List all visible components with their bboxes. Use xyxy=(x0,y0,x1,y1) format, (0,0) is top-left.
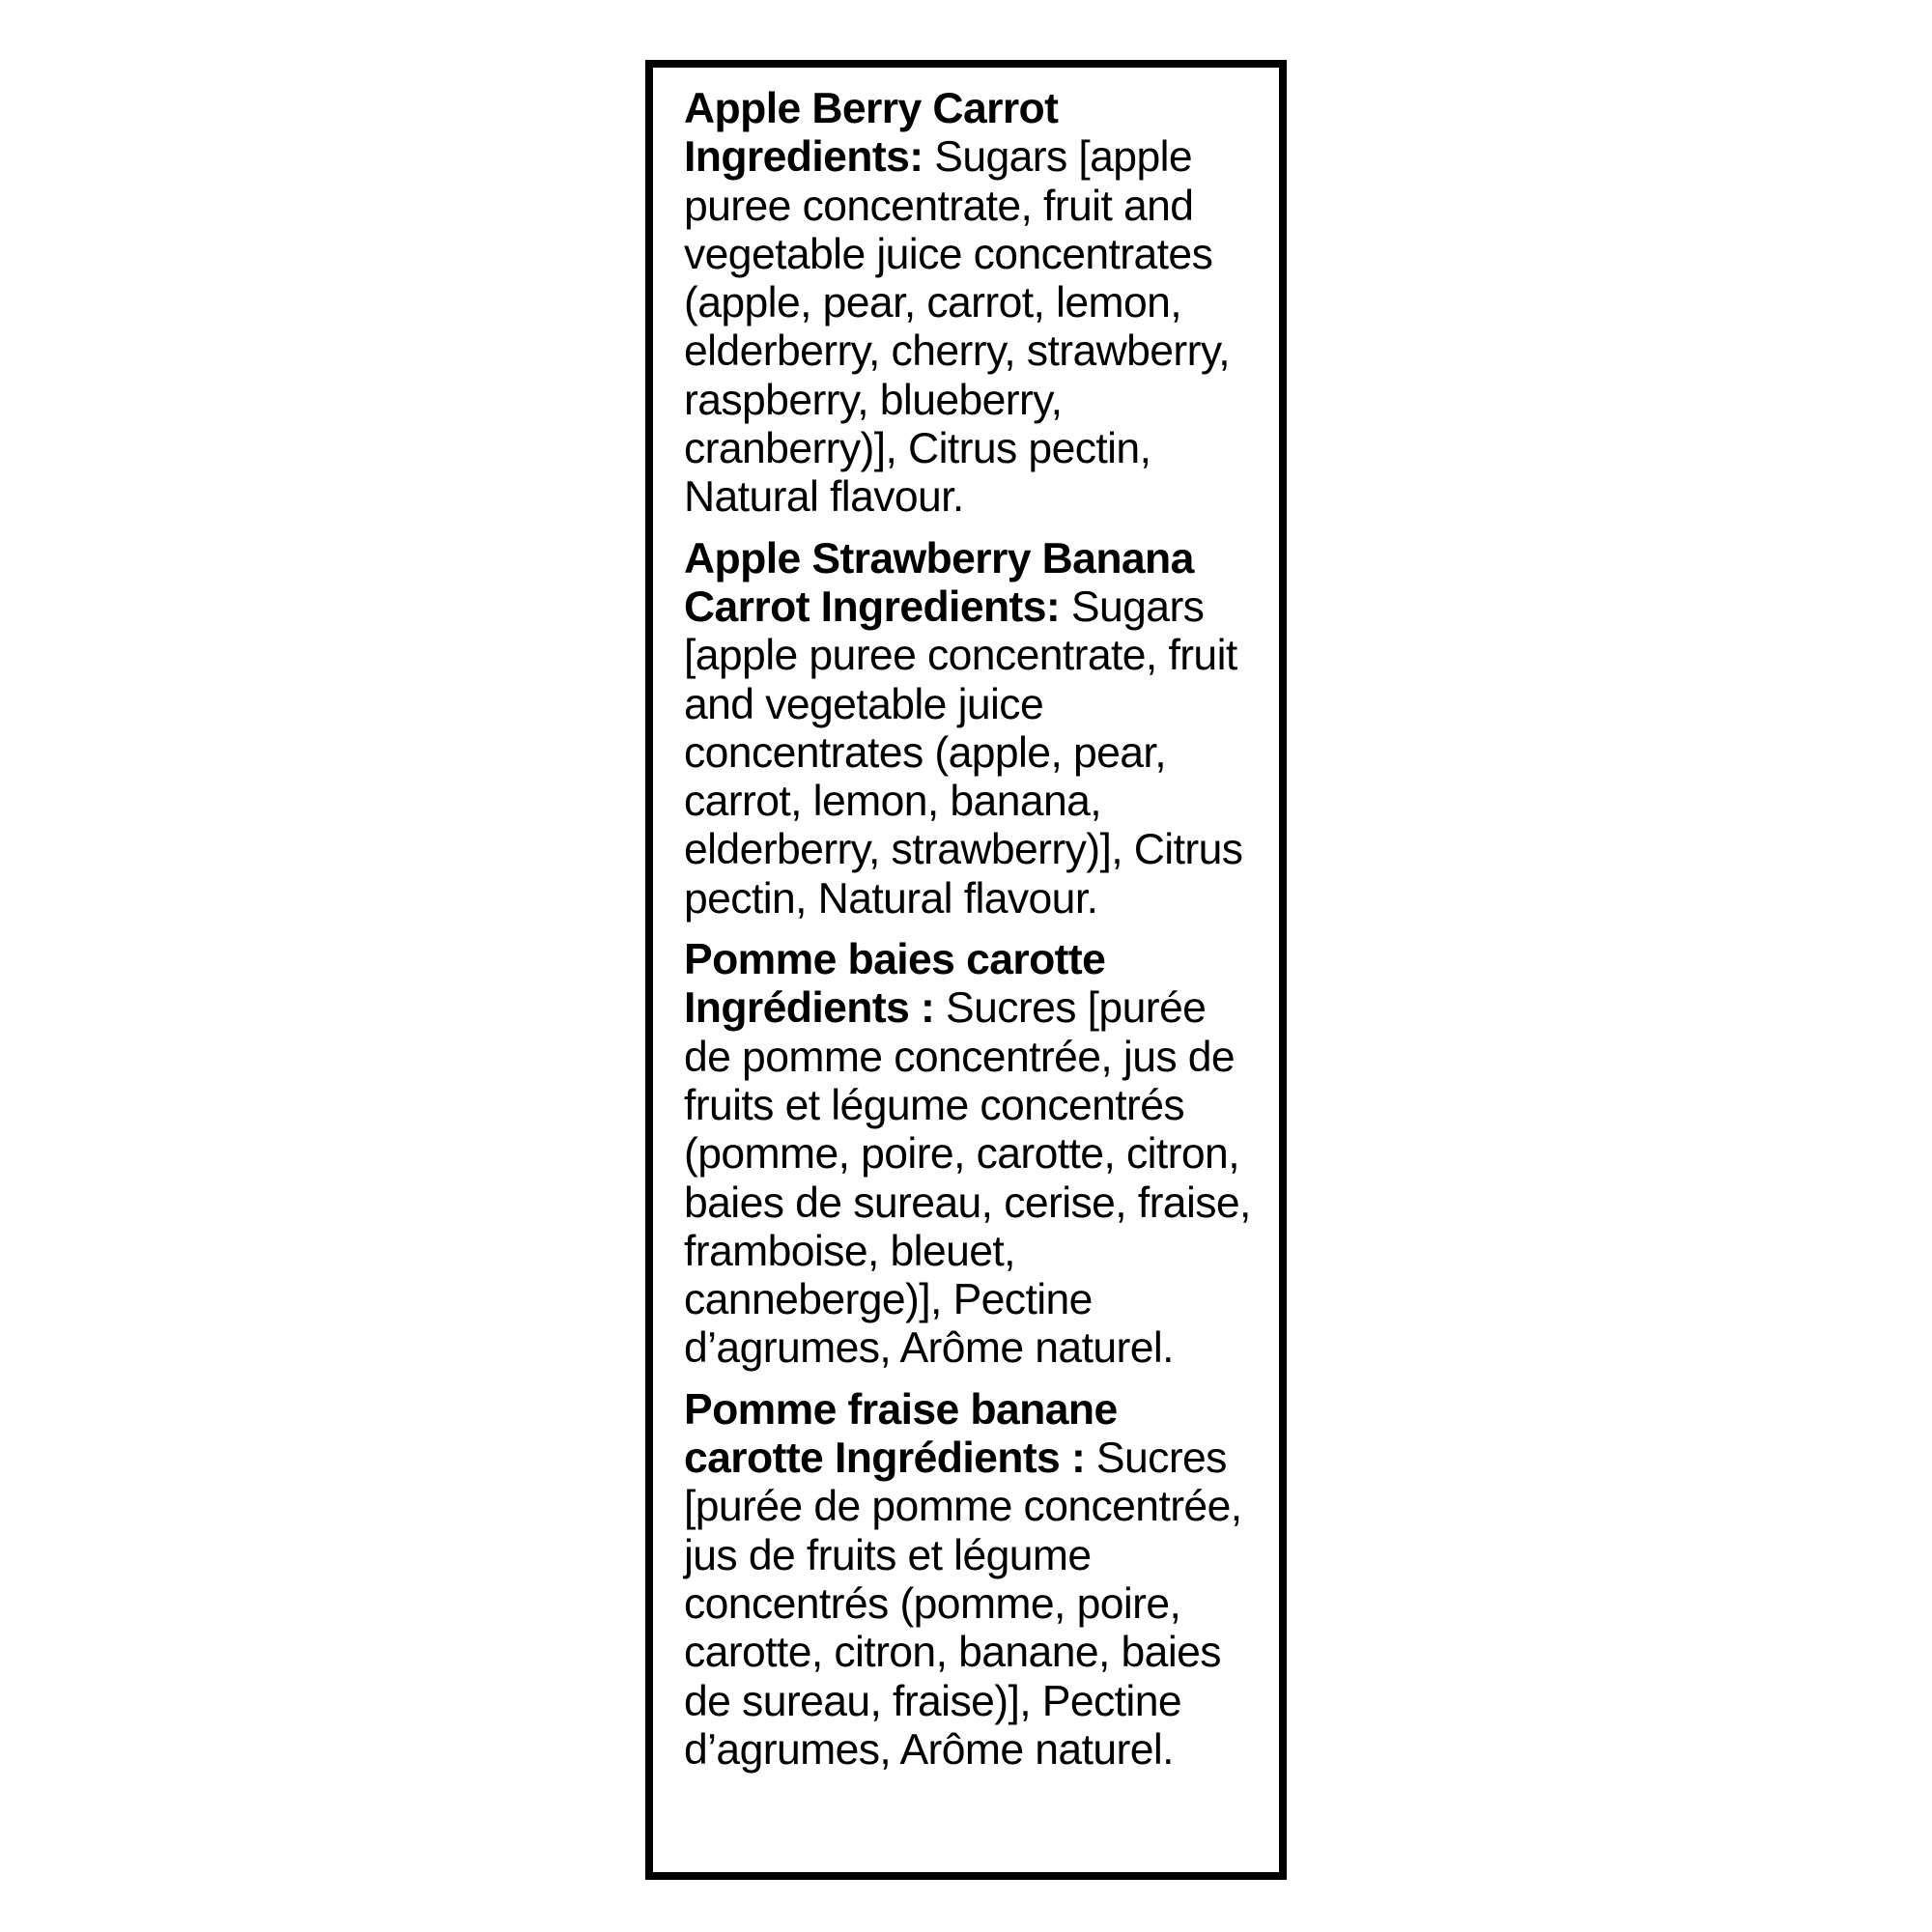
ingredients-section-apple-berry-carrot xyxy=(684,85,1260,523)
ingredients-section-pomme-baies-carotte xyxy=(684,936,1260,1374)
section-title: Apple Strawberry Banana Carrot Ingredients: xyxy=(684,534,1194,631)
ingredients-label xyxy=(645,60,1287,1880)
section-ingredients-text: Sucres [purée de pomme concentrée, jus de fruits et légume concentrés (pomme, poire, carotte, citron, baies de sureau, cerise, fraise, framboise, bleuet, canneberge)], Pectine d’agrumes, Arôme naturel. xyxy=(684,984,1251,1373)
section-ingredients-text: Sugars [apple puree concentrate, fruit and vegetable juice concentrates (apple, pear, carrot, lemon, elderberry, cherry, strawberry, raspberry, blueberry, cranberry)], Citrus pectin, Natural flavour. xyxy=(684,133,1230,522)
section-ingredients-text: Sugars [apple puree concentrate, fruit and vegetable juice concentrates (apple, pear, carrot, lemon, banana, elderberry, strawberry)], Citrus pectin, Natural flavour. xyxy=(684,582,1243,923)
section-ingredients-text: Sucres [purée de pomme concentrée, jus de fruits et légume concentrés (pomme, poire, carotte, citron, banane, baies de sureau, fraise)], Pectine d’agrumes, Arôme naturel. xyxy=(684,1435,1242,1774)
ingredients-section-pomme-fraise-banane-carotte xyxy=(684,1386,1260,1775)
ingredients-section-apple-strawberry-banana-carrot xyxy=(684,535,1260,923)
section-title: Pomme fraise banane carotte Ingrédients : xyxy=(684,1385,1118,1483)
section-title: Pomme baies carotte Ingrédients : xyxy=(684,936,1106,1033)
section-title: Apple Berry Carrot Ingredients: xyxy=(684,85,1059,182)
